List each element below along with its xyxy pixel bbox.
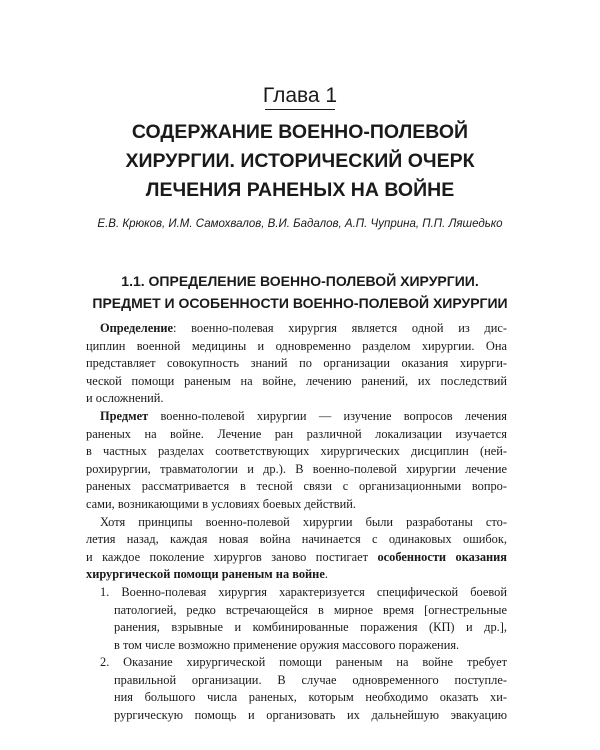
text-line: правильной организации. В случае одновременного поступле- [114,672,507,687]
chapter-title-line: ХИРУРГИИ. ИСТОРИЧЕСКИЙ ОЧЕРК [125,150,475,172]
list-item [86,654,507,724]
paragraph-definition [86,320,507,408]
body-text [86,320,507,725]
chapter-title-line: СОДЕРЖАНИЕ ВОЕННО-ПОЛЕВОЙ [131,121,469,143]
text-fragment: и каждое поколение хирургов заново постигает [86,549,378,564]
text-line: и осложнений. [86,391,164,406]
text-line: циплин военной медицины и одновременно разделом хирургии. Она [86,338,507,353]
text-line: в частных разделах соответствующих хирургических дисциплин (ней- [86,444,507,459]
text-line: ния большого числа раненых, которым необходимо оказать хи- [114,690,507,705]
list-item [86,584,507,654]
text-line [86,408,507,426]
text-line: раненых рассматривается в тесной связи с организационными вопро- [86,479,507,494]
text-line: в том числе возможно применение оружия массового поражения. [114,637,460,652]
text-line: 1. Военно-полевая хирургия характеризуется специфической боевой [100,584,507,599]
text-line: ранения, взрывные и комбинированные поражения (КП) и др.], [114,620,507,635]
text-fragment: : военно-полевая хирургия является одной из дис- [173,321,507,335]
emphasis-text: хирургической помощи раненым на войне [86,567,325,582]
chapter-title [30,118,570,205]
text-line: рохирургии, травматологии и др.). В военно-полевой хирургии лечение [86,461,507,476]
text-line: раненых на войне. Лечение ран различной локализации изучается [86,426,507,441]
term-subject: Предмет [100,408,149,423]
section-title-line: ПРЕДМЕТ И ОСОБЕННОСТИ ВОЕННО-ПОЛЕВОЙ ХИРУРГИИ [92,295,508,311]
text-fragment: военно-полевой хирургии — изучение вопросов лечения [148,408,507,423]
chapter-title-line: ЛЕЧЕНИЯ РАНЕНЫХ НА ВОЙНЕ [145,179,455,201]
text-line: представляет совокупность знаний по организации оказания хирурги- [86,356,507,371]
text-line: ческой помощи раненым на войне, лечению ранений, их последствий [86,373,507,388]
text-line: 2. Оказание хирургической помощи раненым на войне требует [100,655,507,670]
chapter-label: Глава 1 [262,84,338,107]
authors-line: Е.В. Крюков, И.М. Самохвалов, В.И. Бадалов, А.П. Чуприна, П.П. Ляшедько [97,218,503,230]
text-line [86,320,507,338]
emphasis-text: особенности оказания [377,549,507,564]
text-fragment: . [324,567,328,582]
chapter-underline [265,109,335,110]
text-line [86,566,507,584]
section-title-line: 1.1. ОПРЕДЕЛЕНИЕ ВОЕННО-ПОЛЕВОЙ ХИРУРГИИ. [121,273,479,289]
paragraph-principles [86,514,507,584]
text-line [86,549,507,567]
section-title [20,270,580,314]
paragraph-subject [86,408,507,514]
text-line: сами, возникающими в условиях боевых действий. [86,496,356,511]
text-line: патологией, редко встречающейся в мирное время [огнестрельные [114,602,507,617]
text-line: летия назад, каждая новая война начинается с одинаковых ошибок, [86,532,507,547]
term-definition: Определение [100,321,174,335]
text-line: рургическую помощь и организовать их дальнейшую эвакуацию [114,708,507,723]
text-line: Хотя принципы военно-полевой хирургии были разработаны сто- [100,514,507,529]
